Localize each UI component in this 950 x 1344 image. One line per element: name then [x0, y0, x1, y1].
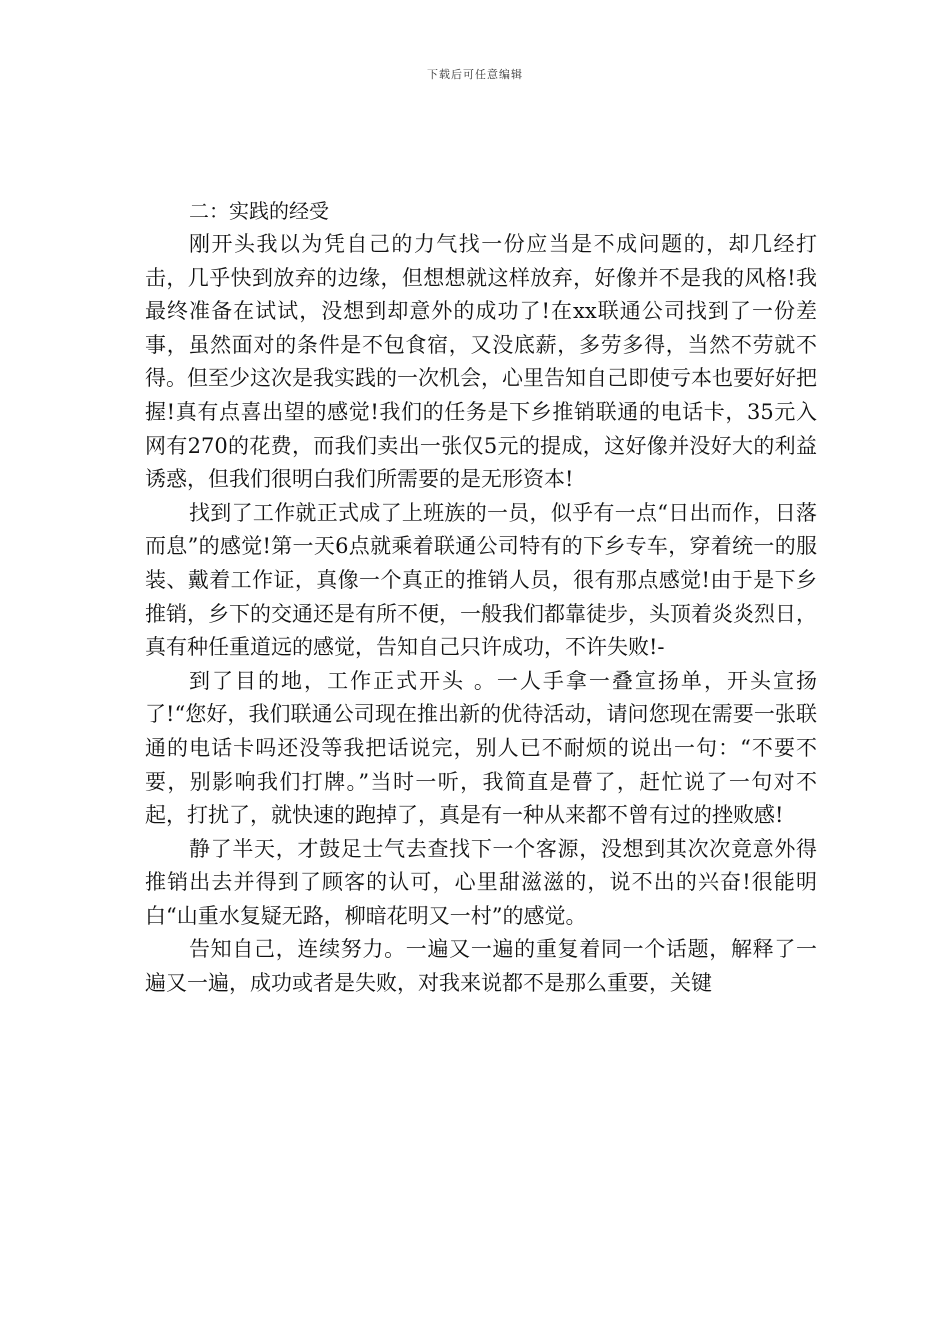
paragraph-5: 告知自己，连续努力。一遍又一遍的重复着同一个话题，解释了一遍又一遍，成功或者是失败，对我来说都不是那么重要，关键	[145, 937, 817, 996]
paragraph-4: 静了半天，才鼓足士气去查找下一个客源，没想到其次次竟意外得推销出去并得到了顾客的认可，心里甜滋滋的，说不出的兴奋!很能明白“山重水复疑无路，柳暗花明又一村”的感觉。	[145, 836, 817, 928]
page-header-note: 下载后可任意编辑	[427, 68, 523, 81]
document-body	[145, 194, 817, 1001]
section-title: 二：实践的经受	[189, 199, 329, 223]
paragraph-1: 刚开头我以为凭自己的力气找一份应当是不成问题的，却几经打击，几乎快到放弃的边缘，但想想就这样放弃，好像并不是我的风格!我最终准备在试试，没想到却意外的成功了!在xx联通公司找到了一份差事，虽然面对的条件是不包食宿，又没底薪，多劳多得，当然不劳就不得。但至少这次是我实践的一次机会，心里告知自己即使亏本也要好好把握!真有点喜出望的感觉!我们的任务是下乡推销联通的电话卡，35元入网有270的花费，而我们卖出一张仅5元的提成，这好像并没好大的利益诱惑，但我们很明白我们所需要的是无形资本!	[145, 232, 817, 492]
paragraph-3: 到了目的地，工作正式开头 。一人手拿一叠宣扬单，开头宣扬了!“您好，我们联通公司现在推出新的优待活动，请问您现在需要一张联通的电话卡吗还没等我把话说完，别人已不耐烦的说出一句：“不要不要，别影响我们打牌。”当时一听，我简直是瞢了，赶忙说了一句对不起，打扰了，就快速的跑掉了，真是有一种从来都不曾有过的挫败感!	[145, 668, 817, 828]
paragraph-2: 找到了工作就正式成了上班族的一员，似乎有一点“日出而作，日落而息”的感觉!第一天6点就乘着联通公司特有的下乡专车，穿着统一的服装、戴着工作证，真像一个真正的推销人员，很有那点感觉!由于是下乡推销，乡下的交通还是有所不便，一般我们都靠徒步，头顶着炎炎烈日，真有种任重道远的感觉，告知自己只许成功，不许失败!-	[145, 500, 817, 660]
